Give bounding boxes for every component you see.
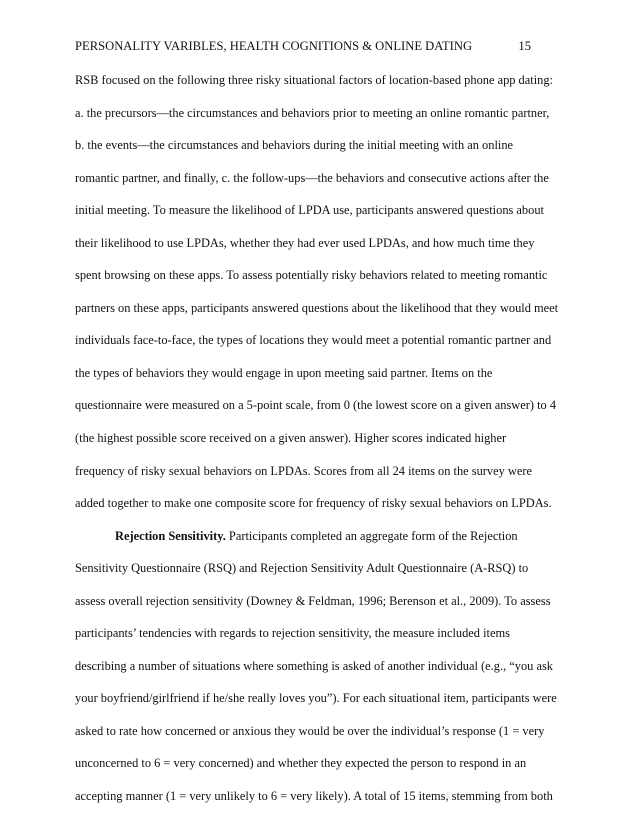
running-head: PERSONALITY VARIBLES, HEALTH COGNITIONS & ONLINE DATING (75, 39, 473, 53)
page-number: 15 (518, 39, 531, 53)
text-line: questionnaire were measured on a 5-point scale, from 0 (the lowest score on a given answer) to 4 (75, 398, 557, 413)
section-heading: Rejection Sensitivity. (115, 528, 226, 543)
text-line: assess overall rejection sensitivity (Downey & Feldman, 1996; Berenson et al., 2009). To assess (75, 593, 551, 608)
text-line: individuals face-to-face, the types of locations they would meet a potential romantic partner and (75, 333, 552, 348)
text-line: partners on these apps, participants answered questions about the likelihood that they would meet (75, 300, 559, 315)
heading-continuation: Participants completed an aggregate form of the Rejection (225, 528, 518, 543)
text-line: participants’ tendencies with regards to rejection sensitivity, the measure included items (75, 626, 510, 641)
text-line: their likelihood to use LPDAs, whether they had ever used LPDAs, and how much time they (75, 235, 535, 250)
text-line: unconcerned to 6 = very concerned) and whether they expected the person to respond in an (75, 756, 527, 771)
text-line: spent browsing on these apps. To assess potentially risky behaviors related to meeting romantic (75, 268, 548, 283)
text-line: Sensitivity Questionnaire (RSQ) and Rejection Sensitivity Adult Questionnaire (A-RSQ) to (75, 561, 529, 576)
text-line: asked to rate how concerned or anxious they would be over the individual’s response (1 = very (75, 723, 545, 738)
text-line: accepting manner (1 = very unlikely to 6 = very likely). A total of 15 items, stemming from both (75, 789, 553, 804)
section-heading-line (75, 527, 563, 560)
text-line: (the highest possible score received on a given answer). Higher scores indicated higher (75, 431, 507, 446)
text-line: added together to make one composite score for frequency of risky sexual behaviors on LPDAs. (75, 496, 552, 511)
text-line: romantic partner, and finally, c. the follow-ups—the behaviors and consecutive actions after the (75, 170, 549, 185)
text-line: the types of behaviors they would engage in upon meeting said partner. Items on the (75, 365, 493, 380)
body-text (75, 71, 563, 820)
text-line: initial meeting. To measure the likelihood of LPDA use, participants answered questions about (75, 203, 544, 218)
text-line: describing a number of situations where something is asked of another individual (e.g., “you ask (75, 658, 553, 673)
text-line: a. the precursors—the circumstances and behaviors prior to meeting an online romantic partner, (75, 105, 550, 120)
text-line: RSB focused on the following three risky situational factors of location-based phone app dating: (75, 73, 553, 87)
text-line: b. the events—the circumstances and behaviors during the initial meeting with an online (75, 138, 514, 153)
text-line: frequency of risky sexual behaviors on LPDAs. Scores from all 24 items on the survey were (75, 463, 532, 478)
text-line: your boyfriend/girlfriend if he/she really loves you”). For each situational item, participants were (75, 691, 557, 706)
